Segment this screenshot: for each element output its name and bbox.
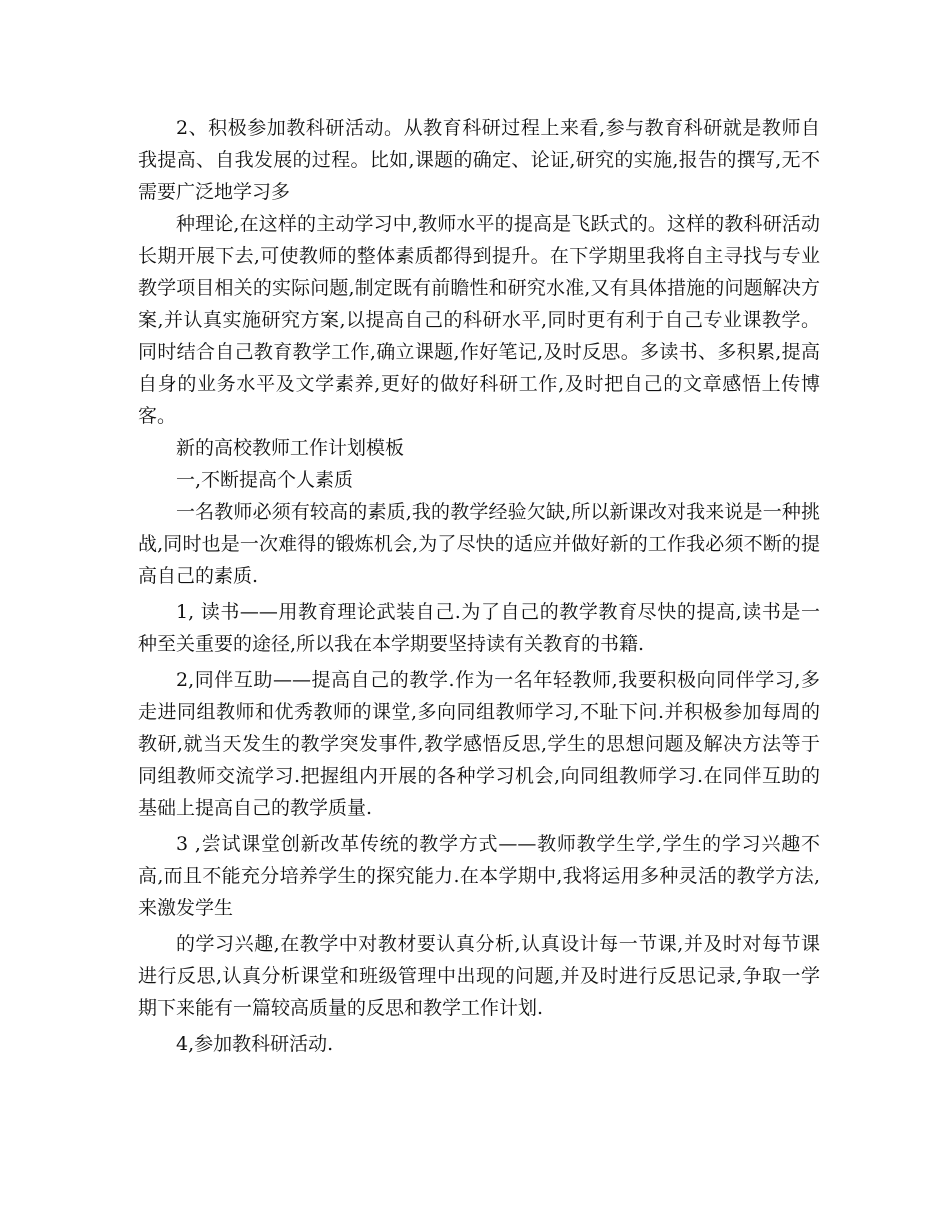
section-title: 新的高校教师工作计划模板 <box>176 437 405 459</box>
paragraph-research-item: 4,参加教科研活动. <box>176 1033 334 1055</box>
document-body <box>138 112 820 1060</box>
paragraph-reading: 1, 读书——用教育理论武装自己.为了自己的教学教育尽快的提高,读书是一种至关重要的途径,所以我在本学期要坚持读有关教育的书籍. <box>138 601 820 655</box>
paragraph-peer-help: 2,同伴互助——提高自己的教学.作为一名年轻教师,我要积极向同伴学习,多走进同组教师和优秀教师的课堂,多向同组教师学习,不耻下问.并积极参加每周的教研,就当天发生的教学突发事件,教学感悟反思,学生的思想问题及解决方法等于同组教师交流学习.把握组内开展的各种学习机会,向同组教师学习.在同伴互助的基础上提高自己的教学质量. <box>138 669 820 819</box>
paragraph-research-activity: 2、积极参加教科研活动。从教育科研过程上来看,参与教育科研就是教师自我提高、自我发展的过程。比如,课题的确定、论证,研究的实施,报告的撰写,无不需要广泛地学习多 <box>138 117 820 203</box>
paragraph-interest: 的学习兴趣,在教学中对教材要认真分析,认真设计每一节课,并及时对每节课进行反思,认真分析课堂和班级管理中出现的问题,并及时进行反思记录,争取一学期下来能有一篇较高质量的反思和教学工作计划. <box>138 933 820 1019</box>
paragraph-theory-learning: 种理论,在这样的主动学习中,教师水平的提高是飞跃式的。这样的教科研活动长期开展下去,可使教师的整体素质都得到提升。在下学期里我将自主寻找与专业教学项目相关的实际问题,制定既有前瞻性和研究水准,又有具体措施的问题解决方案,并认真实施研究方案,以提高自己的科研水平,同时更有利于自己专业课教学。同时结合自己教育教学工作,确立课题,作好笔记,及时反思。多读书、多积累,提高自身的业务水平及文学素养,更好的做好科研工作,及时把自己的文章感悟上传博客。 <box>138 213 820 427</box>
paragraph-quality: 一名教师必须有较高的素质,我的教学经验欠缺,所以新课改对我来说是一种挑战,同时也是一次难得的锻炼机会,为了尽快的适应并做好新的工作我必须不断的提高自己的素质. <box>138 501 820 587</box>
paragraph-innovation: 3 ,尝试课堂创新改革传统的教学方式——教师教学生学,学生的学习兴趣不高,而且不能充分培养学生的探究能力.在本学期中,我将运用多种灵活的教学方法,来激发学生 <box>138 833 820 919</box>
section-heading-quality: 一,不断提高个人素质 <box>176 469 354 491</box>
